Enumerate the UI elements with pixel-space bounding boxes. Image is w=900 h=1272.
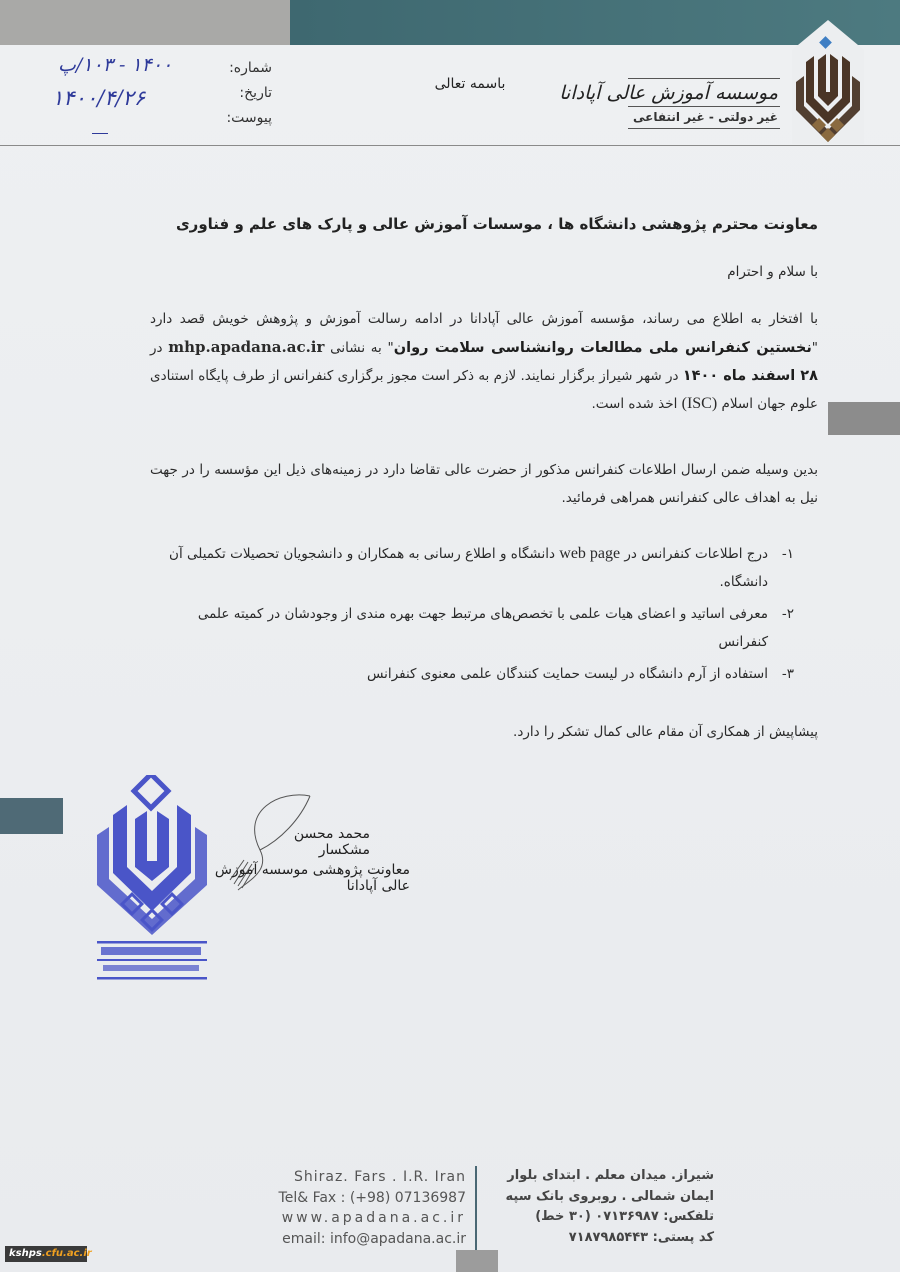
- paragraph-intro: [150, 305, 818, 418]
- list-text: استفاده از آرم دانشگاه در لیست حمایت کنندگان علمی معنوی کنفرانس: [366, 666, 768, 682]
- institution-logo-icon: [792, 20, 864, 144]
- footer-postal-code: کد پستی: ۷۱۸۷۹۸۵۴۴۳: [568, 1229, 714, 1245]
- list-text: درج اطلاعات کنفرانس در: [620, 546, 768, 562]
- footer-tel-en: Tel& Fax : (+98) 07136987: [278, 1189, 466, 1206]
- header-divider: [0, 145, 900, 146]
- institution-title-block: [559, 78, 780, 129]
- web-page-term: web page: [559, 545, 621, 562]
- attachment-label: پیوست:: [226, 110, 272, 126]
- footer-tab: [456, 1250, 498, 1272]
- handwritten-dash: [92, 133, 108, 134]
- watermark-part2: .cfu.ac.ir: [41, 1248, 92, 1259]
- footer-email[interactable]: email: info@apadana.ac.ir: [282, 1230, 466, 1247]
- top-band-gray: [0, 0, 290, 45]
- institution-name: موسسه آموزش عالی آپادانا: [559, 82, 778, 104]
- para1-text-3: در: [150, 340, 169, 356]
- greeting: با سلام و احترام: [727, 264, 818, 280]
- para1-text-2: " به نشانی: [324, 340, 394, 356]
- conference-date: ۲۸ اسفند ماه ۱۴۰۰: [682, 368, 818, 384]
- signatory-title: معاونت پژوهشی موسسه آموزش عالی آپادانا: [214, 862, 410, 894]
- closing-line: پیشاپیش از همکاری آن مقام عالی کمال تشکر را دارد.: [513, 724, 818, 740]
- number-label: شماره:: [229, 60, 272, 76]
- side-tab-left: [0, 798, 63, 834]
- site-watermark[interactable]: [5, 1246, 92, 1262]
- para1-text-5: اخذ شده است.: [591, 396, 682, 412]
- list-text: معرفی اساتید و اعضای هیات علمی با تخصص‌های مرتبط جهت بهره مندی از وجودشان در کمیته علمی کنفرانس: [197, 606, 768, 650]
- paragraph-request: بدین وسیله ضمن ارسال اطلاعات کنفرانس مذکور از حضرت عالی تقاضا دارد در زمینه‌های ذیل این مؤسسه را در جهت نیل به اهداف عالی کنفرانس همراهی فرمائید.: [150, 462, 818, 506]
- footer-website[interactable]: www.apadana.ac.ir: [281, 1210, 466, 1226]
- list-number: ۳-: [781, 666, 794, 682]
- isc-abbreviation: (ISC): [681, 395, 718, 412]
- official-stamp-icon: [95, 775, 210, 985]
- footer-tel-fa: تلفکس: ۰۷۱۳۶۹۸۷ (۳۰ خط): [535, 1209, 714, 1224]
- list-number: ۱-: [781, 546, 794, 562]
- conference-title: نخستین کنفرانس ملی مطالعات روانشناسی سلامت روان: [393, 340, 812, 356]
- conference-website: mhp.apadana.ac.ir: [168, 338, 325, 356]
- letter-meta-labels: [200, 56, 272, 131]
- footer-persian: [484, 1166, 714, 1248]
- list-number: ۲-: [781, 606, 794, 622]
- date-label: تاریخ:: [239, 85, 272, 101]
- handwritten-number: ۱۴۰۰ - ۱۰۳/پ: [58, 54, 173, 76]
- para1-text-4: در شهر شیراز برگزار نمایند. لازم به ذکر است مجوز برگزاری کنفرانس از طرف پایگاه استنادی علوم جهان اسلام: [150, 368, 818, 412]
- signatory-name: محمد محسن مشکسار: [293, 826, 370, 858]
- footer-english: [278, 1167, 466, 1249]
- footer-address-fa-1: شیراز. میدان معلم . ابتدای بلوار: [507, 1168, 714, 1183]
- recipient-line: معاونت محترم پژوهشی دانشگاه ها ، موسسات آموزش عالی و پارک های علم و فناوری: [175, 215, 818, 233]
- list-item: [150, 540, 792, 596]
- footer-divider: [475, 1166, 477, 1250]
- list-item: [150, 600, 792, 656]
- side-tab-right: [828, 402, 900, 435]
- footer-address-en: Shiraz. Fars . I.R. Iran: [293, 1169, 466, 1185]
- request-list: [150, 540, 792, 692]
- institution-type: غیر دولتی - غیر انتفاعی: [633, 110, 778, 124]
- handwritten-date: ۱۴۰۰/۴/۲۶: [52, 86, 146, 110]
- watermark-part1: kshps: [9, 1248, 42, 1259]
- list-text: دانشگاه و اطلاع رسانی به همکاران و دانشجویان تحصیلات تکمیلی آن دانشگاه.: [169, 546, 768, 590]
- basmala: باسمه تعالی: [434, 76, 506, 92]
- para1-text-1: با افتخار به اطلاع می رساند، مؤسسه آموزش عالی آپادانا در ادامه رسالت آموزش و پژوهش خویش قصد دارد ": [150, 311, 818, 356]
- list-item: [150, 660, 792, 688]
- footer-address-fa-2: ایمان شمالی . روبروی بانک سپه: [505, 1188, 714, 1204]
